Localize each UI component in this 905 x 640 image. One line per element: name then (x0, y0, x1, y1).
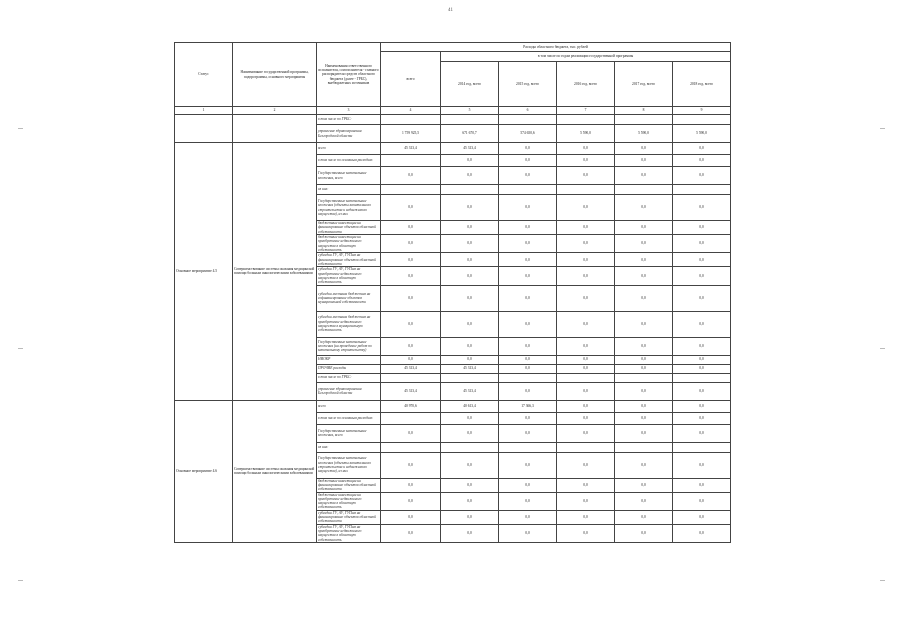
year-value: 0,0 (557, 382, 615, 400)
total-value: 45 313,4 (381, 382, 441, 400)
year-value: 0,0 (615, 364, 673, 373)
year-value: 0,0 (441, 452, 499, 478)
year-value: 5 590,0 (557, 125, 615, 143)
year-value: 0,0 (441, 355, 499, 364)
year-value: 0,0 (615, 382, 673, 400)
total-value: 45 313,4 (381, 364, 441, 373)
year-value: 0,0 (673, 510, 731, 524)
year-value: 0,0 (441, 478, 499, 492)
year-value: 0,0 (615, 424, 673, 442)
program-cell: Совершенствование системы оказания медицинской помощи больным онкологическими заболеваниями (233, 400, 317, 543)
total-value: 0,0 (381, 355, 441, 364)
source-label: из них: (317, 185, 381, 195)
source-label: из них: (317, 442, 381, 452)
year-value: 0,0 (615, 337, 673, 355)
source-label: субсидии ГУ, АУ, ГУПам на финансирование объектов областной собственности (317, 510, 381, 524)
year-value: 0,0 (673, 221, 731, 235)
year-value: 0,0 (673, 155, 731, 167)
total-value: 0,0 (381, 285, 441, 311)
header-year: 2015 год, всего (499, 62, 557, 107)
year-value: 0,0 (441, 155, 499, 167)
total-value: 0,0 (381, 424, 441, 442)
source-label: бюджетные инвестиции на финансирование объектов областной собственности (317, 478, 381, 492)
right-margin-mark (880, 348, 885, 349)
source-label: НИОКР (317, 355, 381, 364)
total-value: 0,0 (381, 267, 441, 285)
year-value: 0,0 (557, 311, 615, 337)
year-value: 0,0 (499, 510, 557, 524)
source-label: ПРОЧИЕ расходы (317, 364, 381, 373)
year-value: 0,0 (499, 311, 557, 337)
year-value: 0,0 (441, 337, 499, 355)
page-number: 41 (448, 8, 453, 13)
year-value (441, 373, 499, 382)
column-index: 1 (175, 107, 233, 115)
year-value: 0,0 (615, 492, 673, 510)
year-value: 0,0 (615, 143, 673, 155)
status-cell (175, 115, 233, 143)
year-value: 0,0 (499, 267, 557, 285)
year-value: 0,0 (499, 143, 557, 155)
total-value (381, 115, 441, 125)
year-value: 0,0 (499, 424, 557, 442)
year-value: 0,0 (615, 253, 673, 267)
year-value (557, 442, 615, 452)
left-margin-mark (18, 348, 23, 349)
year-value: 0,0 (615, 311, 673, 337)
left-margin-mark (18, 580, 23, 581)
source-label: Государственные капитальные вложения (объекты капитального строительства и недвижимого имущества), из них (317, 452, 381, 478)
year-value: 0,0 (673, 355, 731, 364)
year-value: 0,0 (557, 267, 615, 285)
column-index: 8 (615, 107, 673, 115)
total-value: 0,0 (381, 311, 441, 337)
year-value (499, 442, 557, 452)
source-label: Государственные капитальные вложения, всего (317, 424, 381, 442)
year-value: 0,0 (557, 285, 615, 311)
year-value (441, 115, 499, 125)
total-value: 0,0 (381, 235, 441, 253)
column-index: 7 (557, 107, 615, 115)
year-value: 0,0 (673, 524, 731, 542)
year-value: 0,0 (673, 285, 731, 311)
year-value: 0,0 (615, 235, 673, 253)
total-value: 0,0 (381, 452, 441, 478)
year-value: 0,0 (615, 195, 673, 221)
source-label: субсидии ГУ, АУ, ГУПам на финансирование объектов областной собственности (317, 253, 381, 267)
source-label: бюджетные инвестиции на приобретение недвижимого имущества в областную собственность (317, 235, 381, 253)
year-value: 0,0 (499, 285, 557, 311)
total-value: 0,0 (381, 167, 441, 185)
year-value: 0,0 (557, 412, 615, 424)
year-value: 0,0 (615, 452, 673, 478)
source-label: всего (317, 143, 381, 155)
year-value: 0,0 (673, 337, 731, 355)
table-row (175, 115, 731, 125)
year-value: 0,0 (673, 167, 731, 185)
year-value: 0,0 (499, 492, 557, 510)
source-label: управление здравоохранения Белгородской области (317, 382, 381, 400)
year-value: 0,0 (673, 424, 731, 442)
year-value: 0,0 (499, 364, 557, 373)
year-value: 0,0 (673, 235, 731, 253)
year-value: 0,0 (441, 285, 499, 311)
year-value: 0,0 (615, 267, 673, 285)
year-value (615, 442, 673, 452)
year-value: 0,0 (557, 195, 615, 221)
year-value: 0,0 (499, 478, 557, 492)
year-value: 0,0 (499, 382, 557, 400)
total-value (381, 155, 441, 167)
year-value: 17 366,3 (499, 400, 557, 412)
year-value: 0,0 (673, 478, 731, 492)
year-value: 0,0 (673, 143, 731, 155)
year-value: 0,0 (557, 221, 615, 235)
year-value (441, 185, 499, 195)
year-value (499, 373, 557, 382)
year-value: 0,0 (499, 155, 557, 167)
header-expenses: Расходы областного бюджета, тыс. рублей (381, 43, 731, 52)
year-value: 45 313,4 (441, 364, 499, 373)
program-cell: Совершенствование системы оказания медицинской помощи больным онкологическими заболеваниями (233, 143, 317, 401)
year-value: 0,0 (615, 155, 673, 167)
right-margin-mark (880, 580, 885, 581)
year-value (557, 185, 615, 195)
year-value: 0,0 (615, 355, 673, 364)
year-value: 0,0 (615, 285, 673, 311)
year-value: 0,0 (673, 412, 731, 424)
column-index: 4 (381, 107, 441, 115)
source-label: субсидии ГУ, АУ, ГУПам на приобретение недвижимого имущества в областную собственность (317, 524, 381, 542)
column-index: 5 (441, 107, 499, 115)
total-value: 0,0 (381, 492, 441, 510)
year-value: 45 313,4 (441, 382, 499, 400)
year-value: 0,0 (499, 412, 557, 424)
total-value: 0,0 (381, 478, 441, 492)
year-value: 0,0 (557, 478, 615, 492)
total-value: 40 970,6 (381, 400, 441, 412)
left-margin-mark (18, 128, 23, 129)
table-row (175, 400, 731, 412)
header-year: 2016 год, всего (557, 62, 615, 107)
source-label: Государственные капитальные вложения (на проведение работ по капитальному строительству) (317, 337, 381, 355)
year-value: 0,0 (557, 510, 615, 524)
year-value (673, 442, 731, 452)
year-value: 5 590,0 (673, 125, 731, 143)
year-value: 0,0 (441, 221, 499, 235)
total-value: 45 313,4 (381, 143, 441, 155)
year-value: 0,0 (499, 524, 557, 542)
source-label: субсидии ГУ, АУ, ГУПам на приобретение недвижимого имущества в областную собственность (317, 267, 381, 285)
expenses-table (174, 42, 731, 543)
year-value: 0,0 (557, 337, 615, 355)
program-cell (233, 115, 317, 143)
year-value (673, 115, 731, 125)
year-value: 0,0 (441, 524, 499, 542)
total-value (381, 185, 441, 195)
total-value: 0,0 (381, 337, 441, 355)
year-value: 0,0 (673, 311, 731, 337)
year-value: 0,0 (615, 400, 673, 412)
total-value: 1 759 925,5 (381, 125, 441, 143)
total-value: 0,0 (381, 195, 441, 221)
total-value (381, 412, 441, 424)
year-value: 0,0 (557, 235, 615, 253)
year-value: 0,0 (441, 267, 499, 285)
table-body (175, 115, 731, 543)
year-value: 0,0 (615, 412, 673, 424)
year-value: 0,0 (499, 355, 557, 364)
year-value: 0,0 (615, 510, 673, 524)
source-label: в том числе по ГРБС: (317, 373, 381, 382)
total-value: 0,0 (381, 524, 441, 542)
source-label: бюджетные инвестиции на приобретение недвижимого имущества в областную собственность (317, 492, 381, 510)
year-value (557, 373, 615, 382)
year-value: 0,0 (499, 167, 557, 185)
year-value: 0,0 (615, 167, 673, 185)
year-value: 0,0 (557, 355, 615, 364)
year-value: 671 670,7 (441, 125, 499, 143)
source-label: Государственные капитальные вложения, всего (317, 167, 381, 185)
year-value: 0,0 (441, 195, 499, 221)
year-value (499, 185, 557, 195)
year-value: 0,0 (673, 267, 731, 285)
header-program: Наименование государственной программы, подпрограммы, основного мероприятия (233, 43, 317, 107)
year-value: 0,0 (673, 364, 731, 373)
year-value: 0,0 (499, 195, 557, 221)
year-value: 0,0 (557, 424, 615, 442)
source-label: Государственные капитальные вложения (объекты капитального строительства и недвижимого имущества), из них (317, 195, 381, 221)
year-value: 40 613,4 (441, 400, 499, 412)
year-value: 0,0 (557, 155, 615, 167)
status-cell: Основное мероприятие 4.6 (175, 400, 233, 543)
total-value: 0,0 (381, 221, 441, 235)
year-value: 45 313,4 (441, 143, 499, 155)
year-value: 0,0 (557, 452, 615, 478)
year-value: 0,0 (673, 382, 731, 400)
year-value: 0,0 (441, 424, 499, 442)
year-value (499, 115, 557, 125)
year-value: 0,0 (499, 235, 557, 253)
source-label: бюджетные инвестиции на финансирование объектов областной собственности (317, 221, 381, 235)
year-value: 0,0 (673, 195, 731, 221)
year-value: 0,0 (499, 452, 557, 478)
right-margin-mark (880, 128, 885, 129)
year-value (673, 373, 731, 382)
year-value: 0,0 (499, 221, 557, 235)
year-value: 0,0 (615, 524, 673, 542)
total-value: 0,0 (381, 253, 441, 267)
year-value (673, 185, 731, 195)
year-value (615, 185, 673, 195)
year-value: 0,0 (441, 235, 499, 253)
year-value: 0,0 (499, 337, 557, 355)
total-value (381, 442, 441, 452)
header-source: Наименования ответственного исполнителя, соисполнителя - главного распорядителя средств областного бюджета (далее - ГРБС), внебюджетных источников (317, 43, 381, 107)
year-value: 0,0 (557, 492, 615, 510)
year-value: 0,0 (673, 400, 731, 412)
header-total: всего (381, 52, 441, 107)
year-value (441, 442, 499, 452)
source-label: субсидии местным бюджетам на приобретение недвижимого имущества в муниципальную собственность (317, 311, 381, 337)
year-value (615, 373, 673, 382)
year-value (557, 115, 615, 125)
status-cell: Основное мероприятие 4.5 (175, 143, 233, 401)
year-value: 0,0 (441, 492, 499, 510)
year-value: 0,0 (673, 492, 731, 510)
header-year: 2014 год, всего (441, 62, 499, 107)
column-index: 9 (673, 107, 731, 115)
year-value: 0,0 (441, 311, 499, 337)
year-value: 0,0 (557, 143, 615, 155)
year-value: 574 650,6 (499, 125, 557, 143)
header-status: Статус (175, 43, 233, 107)
year-value: 5 590,0 (615, 125, 673, 143)
year-value: 0,0 (441, 510, 499, 524)
table-row (175, 143, 731, 155)
column-index: 2 (233, 107, 317, 115)
year-value: 0,0 (441, 412, 499, 424)
year-value (615, 115, 673, 125)
year-value: 0,0 (557, 167, 615, 185)
year-value: 0,0 (673, 253, 731, 267)
year-value: 0,0 (615, 478, 673, 492)
source-label: в том числе по ГРБС: (317, 115, 381, 125)
year-value: 0,0 (557, 364, 615, 373)
year-value: 0,0 (615, 221, 673, 235)
source-label: в том числе по основным расходам: (317, 412, 381, 424)
year-value: 0,0 (557, 253, 615, 267)
total-value (381, 373, 441, 382)
year-value: 0,0 (557, 400, 615, 412)
year-value: 0,0 (499, 253, 557, 267)
year-value: 0,0 (441, 167, 499, 185)
header-year: 2018 год, всего (673, 62, 731, 107)
source-label: всего (317, 400, 381, 412)
column-index: 3 (317, 107, 381, 115)
year-value: 0,0 (557, 524, 615, 542)
header-year: 2017 год, всего (615, 62, 673, 107)
source-label: в том числе по основным расходам: (317, 155, 381, 167)
total-value: 0,0 (381, 510, 441, 524)
year-value: 0,0 (441, 253, 499, 267)
column-index: 6 (499, 107, 557, 115)
source-label: субсидии местным бюджетам на софинансирование объектов муниципальной собственности (317, 285, 381, 311)
year-value: 0,0 (673, 452, 731, 478)
header-by-years: в том числе по годам реализации государственной программы (441, 52, 731, 62)
source-label: управление здравоохранения Белгородской области (317, 125, 381, 143)
